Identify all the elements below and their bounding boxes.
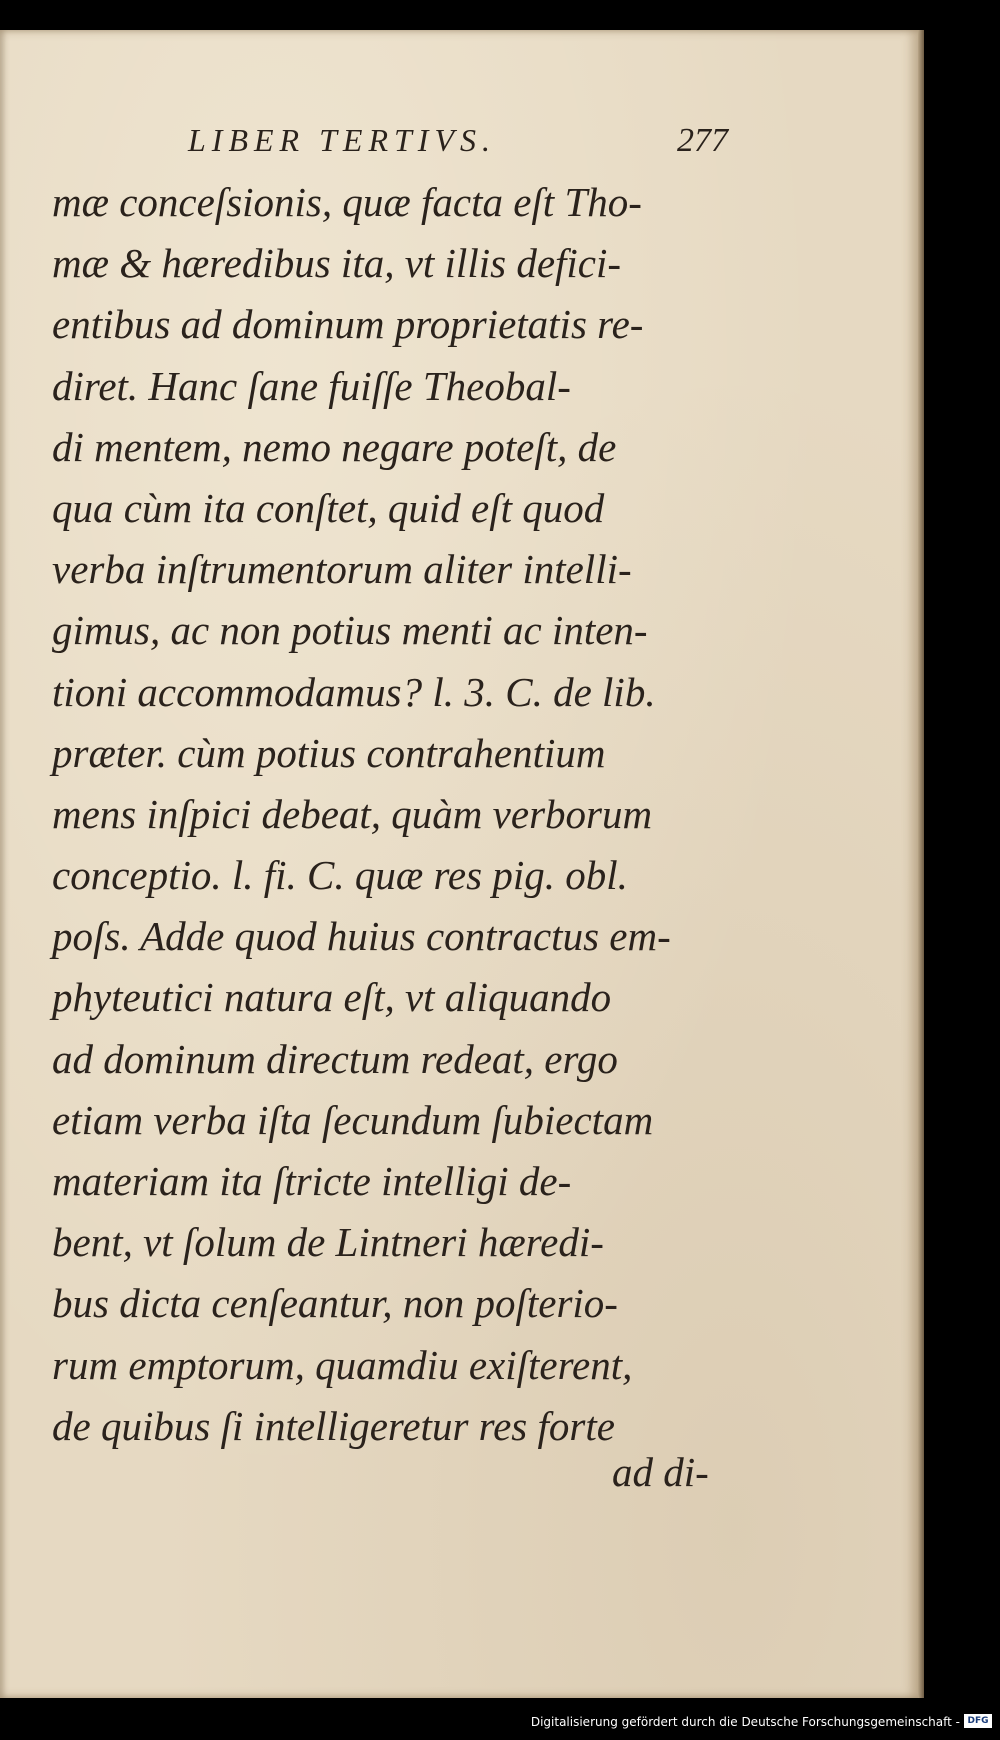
- text-line: mæ conceſsionis, quæ facta eſt Tho-: [52, 179, 642, 225]
- text-line: materiam ita ſtricte intelligi de-: [52, 1158, 572, 1204]
- text-line: ad dominum directum redeat, ergo: [52, 1035, 618, 1082]
- text-line: conceptio. l. fi. C. quæ res pig. obl.: [52, 852, 628, 899]
- text-line: di mentem, nemo negare poteſt, de: [52, 423, 617, 470]
- text-line: gimus, ac non potius menti ac inten-: [52, 607, 648, 654]
- text-line: entibus ad dominum proprietatis re-: [52, 301, 644, 348]
- text-line: diret. Hanc ſane fuiſſe Theobal-: [52, 362, 571, 409]
- text-line: phyteutici natura eſt, vt aliquando: [52, 974, 612, 1021]
- digitization-credit: Digitalisierung gefördert durch die Deutsche Forschungsgemeinschaft -: [530, 1715, 960, 1729]
- running-title: LIBER TERTIVS.: [188, 122, 496, 158]
- text-line: præter. cùm potius contrahentium: [52, 729, 606, 776]
- text-line: tioni accommodamus? l. 3. C. de lib.: [52, 668, 656, 715]
- text-line: qua cùm ita conſtet, quid eſt quod: [52, 484, 605, 531]
- text-line: bus dicta cenſeantur, non poſterio-: [52, 1280, 618, 1327]
- text-line: bent, vt ſolum de Lintneri hæredi-: [52, 1219, 604, 1266]
- dfg-logo: DFG: [964, 1714, 992, 1728]
- running-head: [188, 122, 728, 168]
- text-line: mens inſpici debeat, quàm verborum: [52, 790, 653, 837]
- text-line: verba inſtrumentorum aliter intelli-: [52, 546, 632, 593]
- catchword: ad di-: [612, 1449, 709, 1495]
- text-line: poſs. Adde quod huius contractus em-: [52, 913, 671, 960]
- text-line: rum emptorum, quamdiu exiſterent,: [52, 1341, 633, 1388]
- text-line: de quibus ſi intelligeretur res forte: [52, 1402, 615, 1449]
- page-number: 277: [677, 122, 728, 159]
- text-line: etiam verba iſta ſecundum ſubiectam: [52, 1096, 654, 1143]
- page-edge: [918, 30, 924, 1698]
- body-text: [52, 172, 720, 1457]
- text-line: mæ & hæredibus ita, vt illis defici-: [52, 240, 622, 287]
